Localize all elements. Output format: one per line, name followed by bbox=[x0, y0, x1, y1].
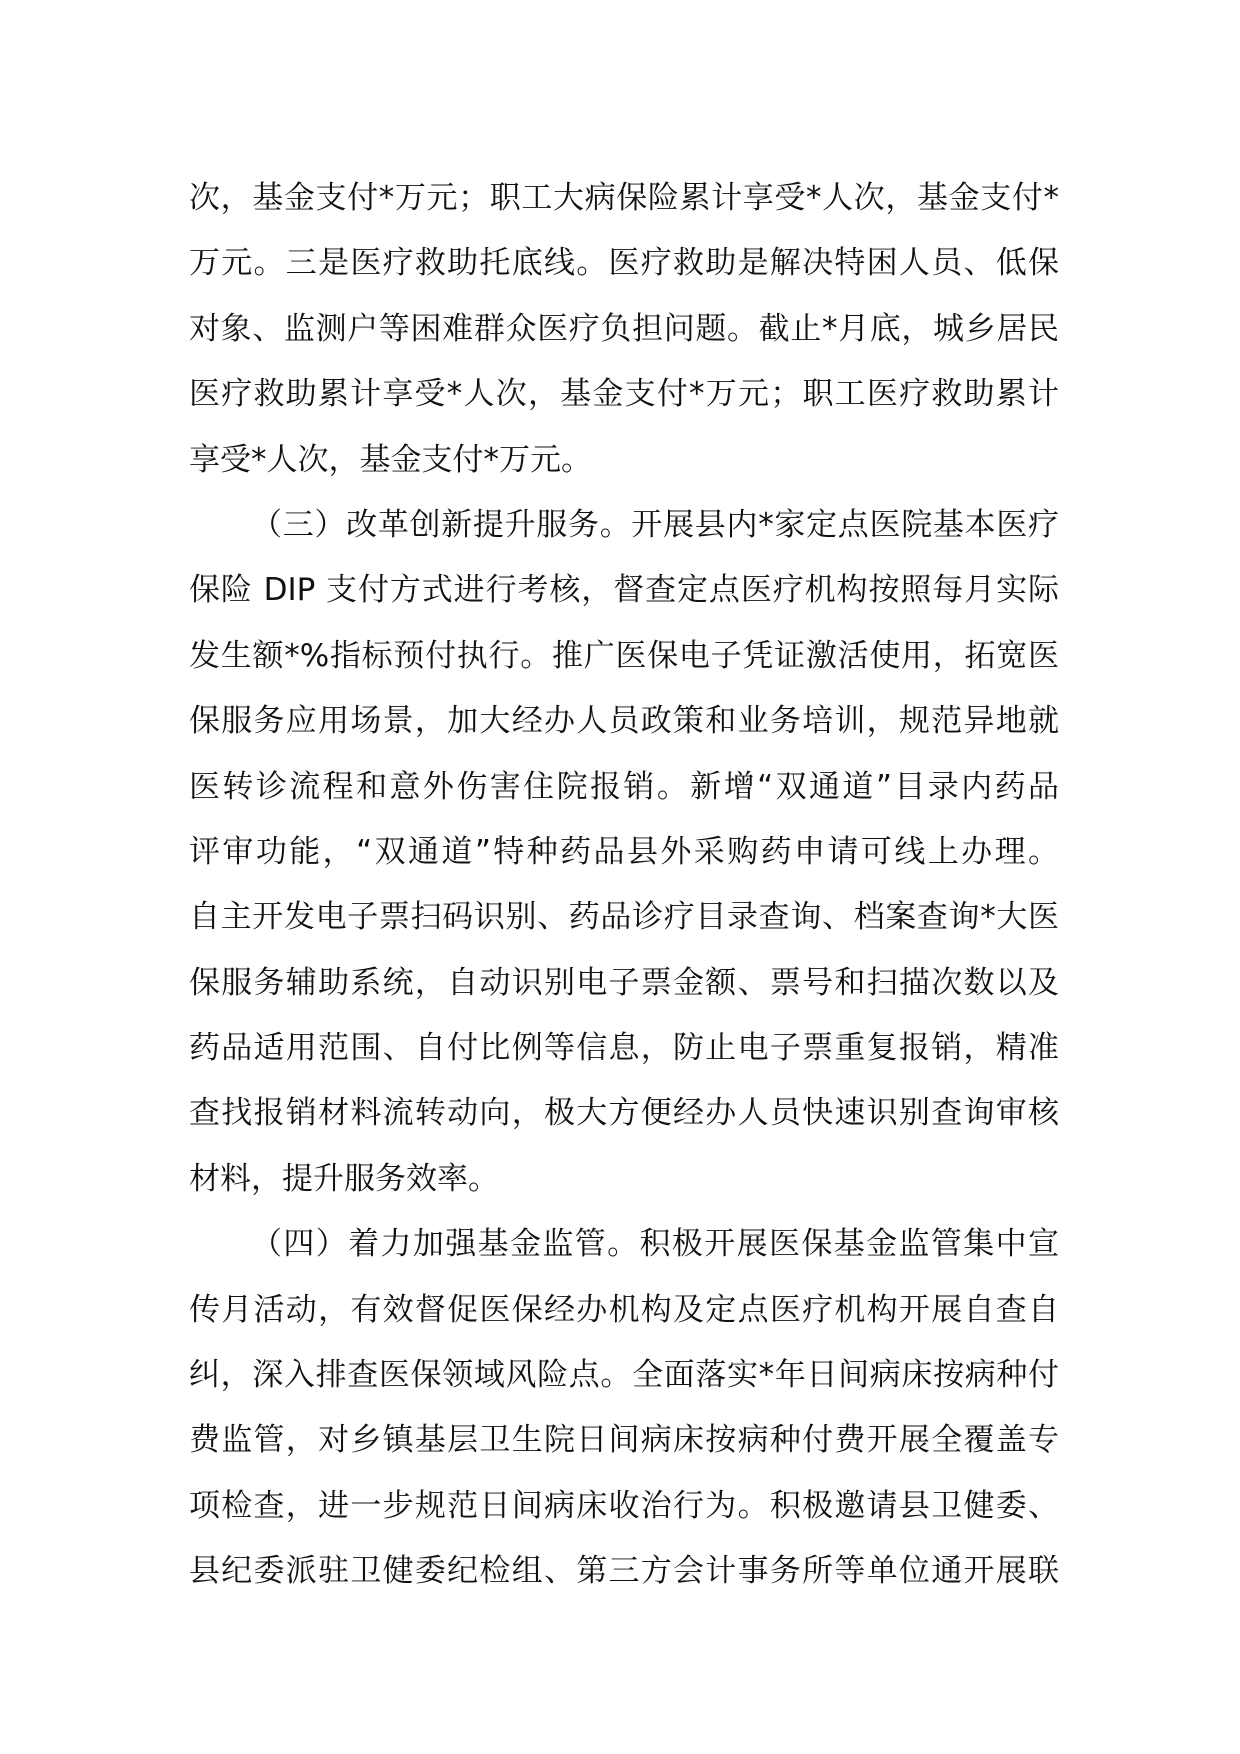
text-line: 对象、监测户等困难群众医疗负担问题。截止*月底，城乡居民 bbox=[189, 310, 1059, 347]
text-line: 次，基金支付*万元；职工大病保险累计享受*人次，基金支付* bbox=[189, 180, 1059, 216]
text-line: 评审功能，“双通道”特种药品县外采购药申请可线上办理。 bbox=[189, 833, 1059, 870]
text-line: 发生额*%指标预付执行。推广医保电子凭证激活使用，拓宽医 bbox=[189, 637, 1059, 674]
text-line: 费监管，对乡镇基层卫生院日间病床按病种付费开展全覆盖专 bbox=[189, 1422, 1059, 1459]
text-line: （三）改革创新提升服务。开展县内*家定点医院基本医疗 bbox=[251, 506, 1059, 543]
text-line: 自主开发电子票扫码识别、药品诊疗目录查询、档案查询*大医 bbox=[189, 899, 1059, 936]
text-line: 项检查，进一步规范日间病床收治行为。积极邀请县卫健委、 bbox=[189, 1487, 1059, 1524]
text-line: 医疗救助累计享受*人次，基金支付*万元；职工医疗救助累计 bbox=[189, 376, 1059, 413]
text-line: 享受*人次，基金支付*万元。 bbox=[189, 441, 592, 478]
text-line: 保险 DIP 支付方式进行考核，督查定点医疗机构按照每月实际 bbox=[189, 572, 1059, 609]
text-line: 查找报销材料流转动向，极大方便经办人员快速识别查询审核 bbox=[189, 1095, 1059, 1132]
text-line: 保服务辅助系统，自动识别电子票金额、票号和扫描次数以及 bbox=[189, 964, 1059, 1001]
text-line: 县纪委派驻卫健委纪检组、第三方会计事务所等单位通开展联 bbox=[189, 1553, 1059, 1590]
text-line: 传月活动，有效督促医保经办机构及定点医疗机构开展自查自 bbox=[189, 1291, 1059, 1328]
text-line: （四）着力加强基金监管。积极开展医保基金监管集中宣 bbox=[251, 1226, 1059, 1263]
text-line: 纠，深入排查医保领域风险点。全面落实*年日间病床按病种付 bbox=[189, 1357, 1059, 1394]
text-line: 医转诊流程和意外伤害住院报销。新增“双通道”目录内药品 bbox=[189, 768, 1059, 805]
text-line: 万元。三是医疗救助托底线。医疗救助是解决特困人员、低保 bbox=[189, 245, 1059, 282]
text-line: 材料，提升服务效率。 bbox=[189, 1160, 499, 1197]
text-line: 药品适用范围、自付比例等信息，防止电子票重复报销，精准 bbox=[189, 1030, 1059, 1067]
document-body bbox=[189, 166, 1059, 1605]
text-line: 保服务应用场景，加大经办人员政策和业务培训，规范异地就 bbox=[189, 703, 1059, 740]
